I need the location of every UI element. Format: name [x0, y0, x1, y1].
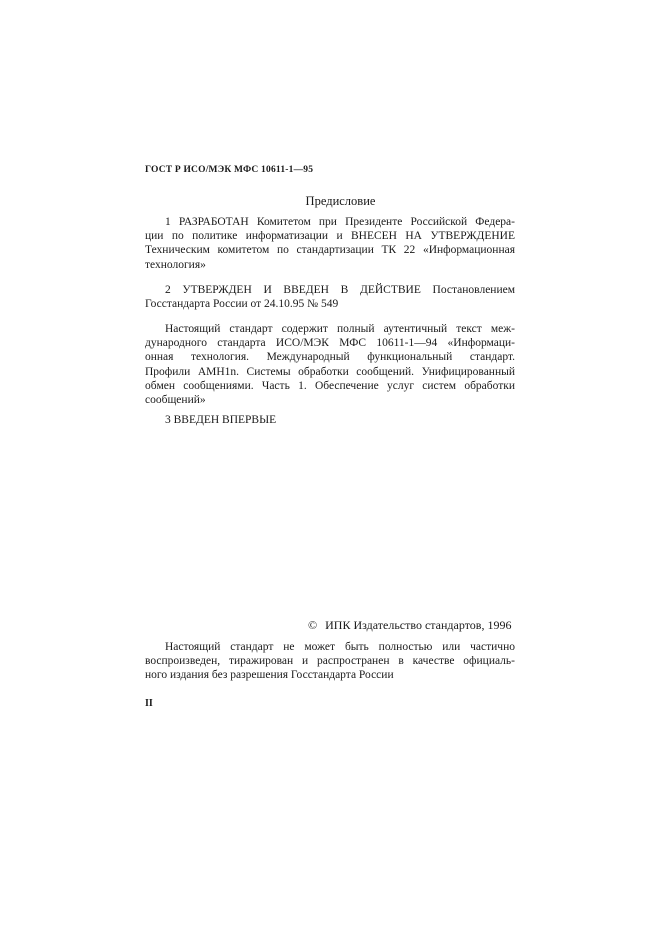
text-line: дународного стандарта ИСО/МЭК МФС 10611-1—94 «Информаци-	[145, 337, 515, 350]
text-line: ции по политике информатизации и ВНЕСЕН НА УТВЕРЖДЕНИЕ	[145, 230, 515, 243]
text-line: сообщений»	[145, 393, 206, 406]
paragraph-authentic-text	[145, 322, 515, 407]
paragraph-developed-by	[145, 215, 515, 272]
text-line: Госстандарта России от 24.10.95 № 549	[145, 298, 339, 311]
text-line: технология»	[145, 258, 206, 271]
text-line: Техническим комитетом по стандартизации ТК 22 «Информационная	[145, 244, 515, 257]
text-line: Профили AMH1n. Системы обработки сообщений. Унифицированный	[145, 365, 515, 378]
text-line: 1 РАЗРАБОТАН Комитетом при Президенте Российской Федера-	[165, 216, 515, 228]
paragraph-introduced-first	[145, 413, 515, 427]
standard-code-header: ГОСТ Р ИСО/МЭК МФС 10611-1—95	[145, 165, 314, 175]
text-line: онная технология. Международный функциональный стандарт.	[145, 351, 515, 364]
page-title: Предисловие	[305, 194, 376, 208]
copyright-icon: ©	[308, 618, 318, 632]
text-line: обмен сообщениями. Часть 1. Обеспечение услуг систем обработки	[145, 379, 515, 392]
text-line: 3 ВВЕДЕН ВПЕРВЫЕ	[165, 414, 277, 426]
text-line: Настоящий стандарт не может быть полностью или частично	[165, 641, 515, 653]
text-line: 2 УТВЕРЖДЕН И ВВЕДЕН В ДЕЙСТВИЕ Постановлением	[165, 284, 515, 296]
paragraph-reproduction-notice	[145, 640, 515, 683]
paragraph-approved	[145, 283, 515, 311]
text-line: Настоящий стандарт содержит полный аутентичный текст меж-	[165, 323, 515, 335]
text-line: воспроизведен, тиражирован и распространен в качестве официаль-	[145, 655, 515, 668]
page-number: II	[145, 698, 153, 709]
copyright-notice	[308, 618, 511, 633]
text-line: ного издания без разрешения Госстандарта России	[145, 669, 394, 682]
copyright-text: ИПК Издательство стандартов, 1996	[325, 618, 512, 632]
